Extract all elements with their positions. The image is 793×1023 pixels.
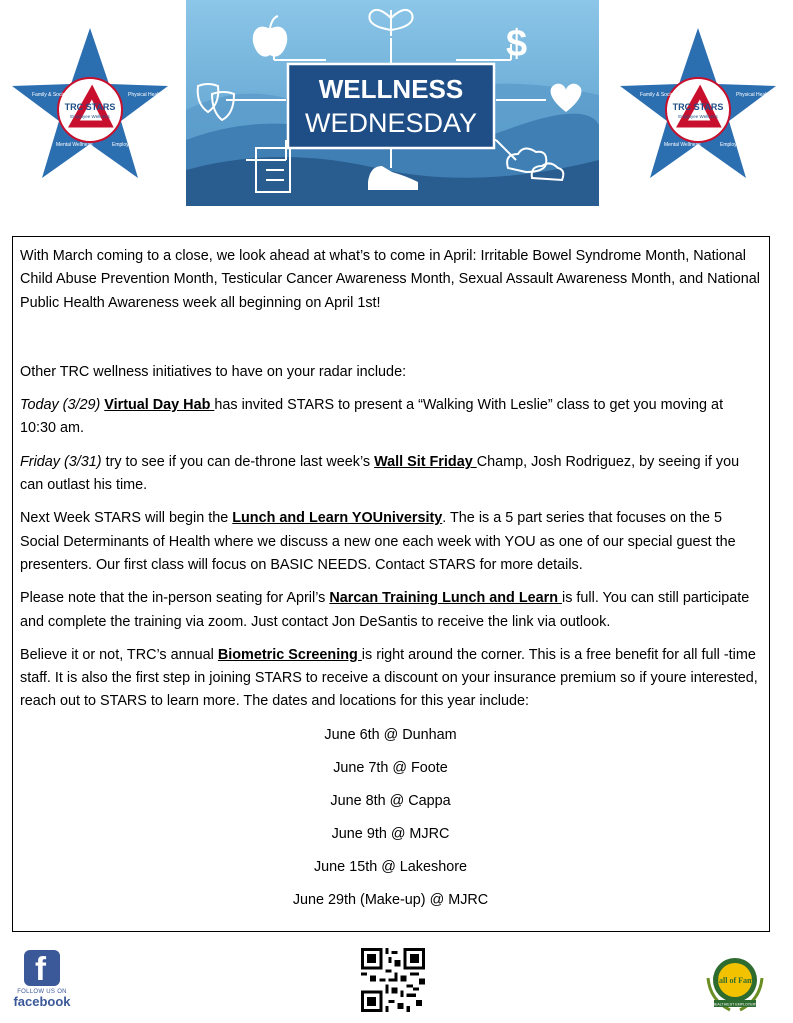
laurel-badge-icon: [700, 948, 770, 1018]
logo-point-1: Basic Needs: [106, 58, 135, 64]
virtual-day-hab-link[interactable]: Virtual Day Hab: [104, 397, 215, 414]
narcan-training-link[interactable]: Narcan Training Lunch and Learn: [329, 590, 563, 607]
biometric-paragraph: [20, 644, 761, 714]
screening-date-item: June 9th @ MJRC: [331, 825, 450, 842]
spacer: [20, 315, 761, 338]
logo-subtitle: Employee Wellness: [678, 114, 718, 119]
friday-text-1: try to see if you can de-throne last week’s: [101, 453, 375, 470]
today-text: has invited STARS to present a “Walking With Leslie” class to get you moving at 10:30 am.: [20, 397, 724, 437]
next-week-text-1: Next Week STARS will begin the: [20, 510, 233, 527]
dollar-icon: $: [506, 23, 528, 65]
screening-date-item: June 15th @ Lakeshore: [313, 858, 468, 875]
logo-subtitle: Employee Wellness: [70, 114, 110, 119]
other-initiatives-intro: Other TRC wellness initiatives to have on your radar include:: [20, 363, 407, 380]
logo-point-5: Family & Social: [640, 92, 675, 98]
next-week-paragraph: [20, 507, 761, 577]
facebook-follow-badge[interactable]: [12, 950, 72, 1018]
wellness-wednesday-banner: [186, 0, 599, 206]
logo-name: TRC STARS: [672, 102, 724, 112]
logo-point-4: Mental Wellness: [664, 142, 701, 148]
screening-dates-list: [20, 724, 761, 922]
biometric-text-2: is right around the corner. This is a free benefit for all full -time staff. It is also the first step in joining STARS to receive a discount on your insurance premium so if youre interested, reach out to STARS to learn more. The dates and locations for this year include:: [20, 646, 758, 710]
screening-date-item: June 7th @ Foote: [333, 759, 448, 776]
spacer: [20, 338, 761, 361]
intro-paragraph: With March coming to a close, we look ahead at what’s to come in April: Irritable Bowel Syndrome Month, National Child Abuse Prevention Month, Testicular Cancer Awareness Month, Sexual Assault Awareness Month, and National Public Health Awareness week all beginning on April 1st!: [20, 248, 760, 311]
banner-title-line2: WEDNESDAY: [304, 108, 478, 138]
screening-date-item: June 6th @ Dunham: [324, 726, 457, 743]
logo-point-2: Physical Health: [128, 92, 163, 98]
logo-point-5: Family & Social: [32, 92, 67, 98]
screening-date-item: June 8th @ Cappa: [330, 792, 451, 809]
hall-of-fame-text: Hall of Fame: [712, 976, 758, 985]
biometric-screening-link[interactable]: Biometric Screening: [217, 646, 362, 663]
logo-name: TRC STARS: [64, 102, 116, 112]
today-paragraph: [20, 394, 761, 441]
logo-point-3: Employment: [112, 142, 140, 148]
hall-of-fame-badge: [700, 948, 770, 1018]
facebook-icon: f: [24, 950, 60, 986]
logo-point-1: Basic Needs: [714, 58, 743, 64]
banner-title-line1: WELLNESS: [318, 74, 464, 104]
star-emblem-icon: [10, 26, 170, 186]
banner-graphic: [186, 0, 599, 206]
newsletter-content-box: [12, 236, 770, 932]
trc-stars-logo-left: [10, 26, 170, 186]
logo-point-4: Mental Wellness: [56, 142, 93, 148]
screening-date-item: June 29th (Make-up) @ MJRC: [292, 891, 489, 908]
trc-stars-logo-right: [618, 26, 778, 186]
logo-point-2: Physical Health: [736, 92, 771, 98]
qr-code-icon: [361, 948, 425, 1012]
friday-paragraph: [20, 451, 761, 498]
lunch-and-learn-link[interactable]: Lunch and Learn YOUniversity: [232, 510, 443, 527]
facebook-wordmark: facebook: [13, 994, 71, 1009]
qr-code[interactable]: [361, 948, 425, 1012]
friday-date: Friday (3/31): [20, 453, 102, 470]
today-date: Today (3/29): [20, 397, 101, 414]
follow-us-label: FOLLOW US ON: [17, 989, 67, 995]
star-emblem-icon: [618, 26, 778, 186]
narcan-paragraph: [20, 587, 761, 634]
hof-ribbon-text: HEALTHIEST EMPLOYERS: [712, 1002, 758, 1007]
friday-text-2: Champ, Josh Rodriguez, by seeing if you can outlast his time.: [20, 453, 740, 494]
biometric-text-1: Believe it or not, TRC’s annual: [20, 646, 218, 663]
logo-point-3: Employment: [720, 142, 748, 148]
wall-sit-friday-link[interactable]: Wall Sit Friday: [374, 453, 477, 470]
narcan-text-1: Please note that the in-person seating for April’s: [20, 590, 330, 607]
next-week-text-2: . The is a 5 part series that focuses on the 5 Social Determinants of Health where we discuss a new one each week with YOU as one of our special guest the presenters. Our first class will focus on BASIC NEEDS. Contact STARS for more details.: [20, 510, 736, 573]
narcan-text-2: is full. You can still participate and complete the training via zoom. Just contact Jon DeSantis to receive the link via outlook.: [20, 590, 750, 630]
